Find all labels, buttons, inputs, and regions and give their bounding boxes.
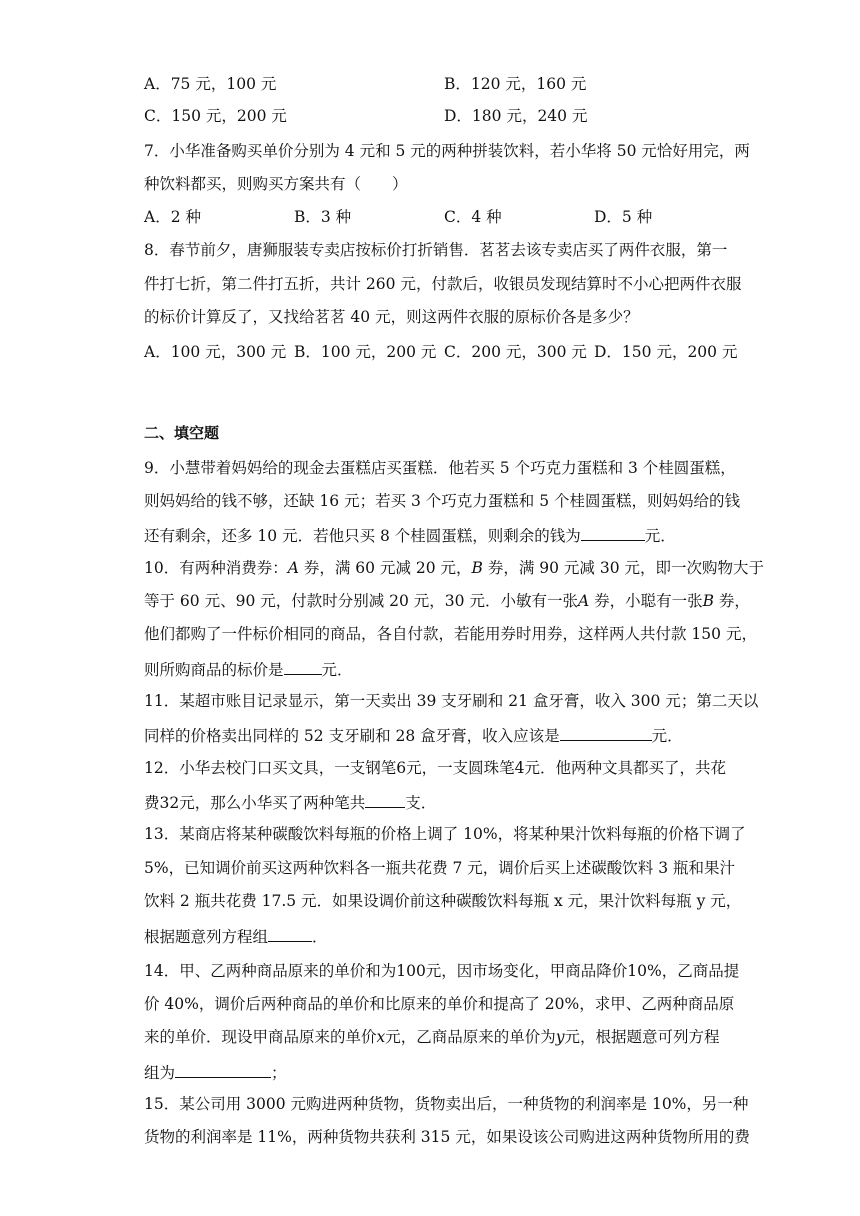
q14-line-3 (144, 1027, 720, 1047)
q10-text: 券，满 60 元减 20 元， (298, 559, 472, 577)
q7-option-d: D．5 种 (594, 208, 653, 226)
q10-var-b: B (702, 592, 714, 610)
q12-line-1: 12．小华去校门口买文具，一支钢笔6元，一支圆珠笔4元．他两种文具都买了，共花 (144, 759, 726, 777)
q11-line-2 (144, 724, 683, 746)
answer-blank[interactable] (284, 658, 322, 675)
q12-line-2 (144, 791, 436, 813)
q12-text-end: 支． (405, 794, 437, 812)
q6-option-a: A．75 元，100 元 (144, 75, 277, 93)
q10-text: 10．有两种消费券： (144, 559, 288, 577)
q6-option-d: D．180 元，240 元 (444, 107, 588, 125)
q7-option-c: C．4 种 (444, 208, 502, 226)
q14-text: 来的单价．现设甲商品原来的单价 (144, 1028, 377, 1046)
q9-line-1: 9．小慧带着妈妈给的现金去蛋糕店买蛋糕．他若买 5 个巧克力蛋糕和 3 个桂圆蛋糕， (144, 459, 736, 477)
q14-var-y: y (555, 1028, 565, 1046)
q10-text: 等于 60 元、90 元，付款时分别减 20 元，30 元．小敏有一张 (144, 592, 578, 610)
q14-text: 元，乙商品原来的单价为 (385, 1028, 556, 1046)
q7-line-1: 7．小华准备购买单价分别为 4 元和 5 元的两种拼装饮料，若小华将 50 元恰好用完，两 (144, 142, 750, 160)
q10-text: 券，小聪有一张 (589, 592, 703, 610)
q13-text-end: ． (312, 928, 328, 946)
q10-var-b: B (471, 559, 483, 577)
q10-line-1 (144, 558, 764, 578)
q8-option-b: B．100 元，200 元 (294, 343, 437, 361)
q7-option-a: A．2 种 (144, 208, 201, 226)
q10-line-4 (144, 658, 353, 680)
q14-line-1: 14．甲、乙两种商品原来的单价和为100元，因市场变化，甲商品降价10%，乙商品提 (144, 962, 740, 980)
answer-blank[interactable] (268, 925, 312, 942)
q15-line-1: 15．某公司用 3000 元购进两种货物，货物卖出后，一种货物的利润率是 10%，另一种 (144, 1095, 749, 1113)
q13-line-2: 5%，已知调价前买这两种饮料各一瓶共花费 7 元，调价后买上述碳酸饮料 3 瓶和果汁 (144, 859, 736, 877)
q10-text: 券， (714, 592, 750, 610)
q11-text: 同样的价格卖出同样的 52 支牙刷和 28 盒牙膏，收入应该是 (144, 727, 560, 745)
q14-text-end: ； (271, 1064, 287, 1082)
q9-line-2: 则妈妈给的钱不够，还缺 16 元；若买 3 个巧克力蛋糕和 5 个桂圆蛋糕，则妈妈给的钱 (144, 492, 741, 510)
q10-var-a: A (577, 592, 590, 610)
q13-line-4 (144, 925, 328, 947)
q10-text-end: 元． (321, 661, 353, 679)
q14-line-2: 价 40%，调价后两种商品的单价和比原来的单价和提高了 20%，求甲、乙两种商品原 (144, 995, 735, 1013)
q13-line-3: 饮料 2 瓶共花费 17.5 元．如果设调价前这种碳酸饮料每瓶 x 元，果汁饮料每瓶 y 元， (144, 892, 742, 910)
q13-line-1: 13．某商店将某种碳酸饮料每瓶的价格上调了 10%，将某种果汁饮料每瓶的价格下调了 (144, 825, 746, 843)
q8-option-d: D．150 元，200 元 (594, 343, 738, 361)
q15-line-2: 货物的利润率是 11%，两种货物共获利 315 元，如果设该公司购进这两种货物所用的费 (144, 1128, 750, 1146)
q9-line-3 (144, 524, 676, 546)
q7-option-b: B．3 种 (294, 208, 352, 226)
q10-text: 则所购商品的标价是 (144, 661, 284, 679)
q8-option-a: A．100 元，300 元 (144, 343, 287, 361)
q7-line-2: 种饮料都买，则购买方案共有（ ） (144, 175, 408, 193)
q12-text: 费32元，那么小华买了两种笔共 (144, 794, 366, 812)
q11-text-end: 元． (651, 727, 683, 745)
q10-text: 券，满 90 元减 30 元，即一次购物大于 (482, 559, 765, 577)
q13-text: 根据题意列方程组 (144, 928, 269, 946)
answer-blank[interactable] (365, 791, 405, 808)
q6-option-c: C．150 元，200 元 (144, 107, 287, 125)
answer-blank[interactable] (560, 724, 652, 741)
q8-line-1: 8．春节前夕，唐狮服装专卖店按标价打折销售．茗茗去该专卖店买了两件衣服，第一 (144, 241, 728, 259)
q10-line-3: 他们都购了一件标价相同的商品，各自付款，若能用券时用券，这样两人共付款 150 元， (144, 625, 757, 643)
q10-var-a: A (287, 559, 299, 577)
q8-line-2: 件打七折，第二件打五折，共计 260 元，付款后，收银员发现结算时不小心把两件衣服 (144, 275, 742, 293)
q6-option-b: B．120 元，160 元 (444, 75, 587, 93)
q14-line-4 (144, 1061, 287, 1083)
q9-text: 还有剩余，还多 10 元．若他只买 8 个桂圆蛋糕，则剩余的钱为 (144, 527, 581, 545)
q14-var-x: x (376, 1028, 386, 1046)
q14-text: 组为 (144, 1064, 176, 1082)
answer-blank[interactable] (175, 1061, 271, 1078)
section-title-fill-in: 二、填空题 (144, 424, 220, 442)
answer-blank[interactable] (581, 524, 645, 541)
q11-line-1: 11．某超市账目记录显示，第一天卖出 39 支牙刷和 21 盒牙膏，收入 300 元；第二天以 (144, 692, 759, 710)
q9-text-end: 元． (644, 527, 676, 545)
q8-option-c: C．200 元，300 元 (444, 343, 587, 361)
q8-line-3: 的标价计算反了，又找给茗茗 40 元，则这两件衣服的原标价各是多少？ (144, 308, 639, 326)
q10-line-2 (144, 591, 750, 611)
q14-text: 元，根据题意可列方程 (564, 1028, 720, 1046)
